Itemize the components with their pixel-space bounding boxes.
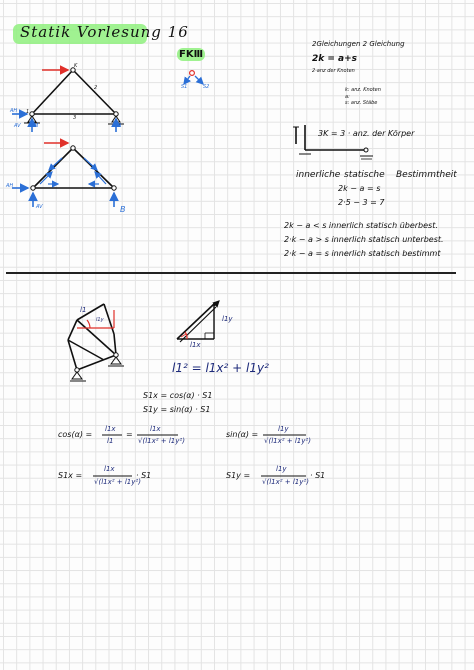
static-label: statische [344,170,385,180]
pythagoras-equation: l1² = l1x² + l1y² [172,361,269,375]
s1y-num: l1y [276,465,287,473]
cos-frac2-num: l1x [150,425,161,433]
s1x-definition: S1x = cos(α) · S1 [143,391,213,400]
legend-a: a: [345,94,350,100]
right-triangle [177,301,219,342]
s1y-den: √(l1x² + l1y²) [262,478,309,486]
s1x-rhs: · S1 [136,471,152,480]
lower-fig-l1y: l1y [96,317,104,323]
force-label-m: M [34,123,39,129]
section-divider [6,272,456,274]
legend-s: s: anz. Stäbe [345,100,378,106]
determinacy-label: Bestimmtheit [396,170,457,180]
member-label-bottom: 3 [73,115,77,121]
member-label-right: 2 [94,85,98,91]
sin-frac-den: √(l1x² + l1y²) [264,437,311,445]
fk-label-s2: S2 [203,84,210,90]
triangle-ly: l1y [222,315,233,323]
truss-lower [68,304,124,381]
fk-node-diagram [184,71,203,84]
page-title: Statik Vorlesung 16 [20,23,189,41]
formula-note: 2·anz der Knoten [312,68,355,74]
mid-force-label-ah: AH [6,183,14,189]
node-label-left: 1 [26,109,30,115]
fk-label-s1: S1 [181,84,188,90]
force-label-b: B [118,123,122,129]
inner-label: innerliche [296,170,341,180]
fk-label: FKⅢ [179,49,204,60]
s1y-rhs: · S1 [310,471,326,480]
s1x-num: l1x [104,465,115,473]
sin-frac-num: l1y [278,425,289,433]
force-label-av: AV [14,123,21,129]
truss-middle [12,143,116,207]
cos-frac2-den: √(l1x² + l1y²) [138,437,185,445]
eq-example: 2·5 − 3 = 7 [338,198,385,207]
cos-lhs: cos(α) = [58,430,93,439]
body-note: 3K = 3 · anz. der Körper [318,129,415,138]
cos-frac1-num: l1x [105,425,116,433]
mid-force-label-av: AV [36,204,43,210]
condition-determined: 2·k − a = s innerlich statisch bestimmt [284,249,441,258]
node-label-top: K [74,63,78,69]
s1y-lhs: S1y = [226,471,251,480]
legend-k: k: anz. Knoten [345,87,381,93]
cos-eq: = [126,430,133,439]
eq-2k-a-s: 2k − a = s [338,184,381,193]
truss-top [12,68,124,132]
formula-2k: 2k = a+s [312,54,358,64]
force-label-ah: AH [10,108,18,114]
lower-fig-l1: l1 [80,306,87,314]
sin-lhs: sin(α) = [226,430,259,439]
condition-under: 2·k − a > s innerlich statisch unterbest. [284,235,444,244]
triangle-lx: l1x [190,341,201,349]
s1y-definition: S1y = sin(α) · S1 [143,405,211,414]
mid-force-label-b: B [120,205,126,214]
condition-over: 2k − a < s innerlich statisch überbest. [284,221,438,230]
conditions-note: 2Gleichungen 2 Gleichung [312,40,405,48]
cos-frac1-den: l1 [107,437,114,445]
s1x-den: √(l1x² + l1y²) [94,478,141,486]
s1x-lhs: S1x = [58,471,83,480]
